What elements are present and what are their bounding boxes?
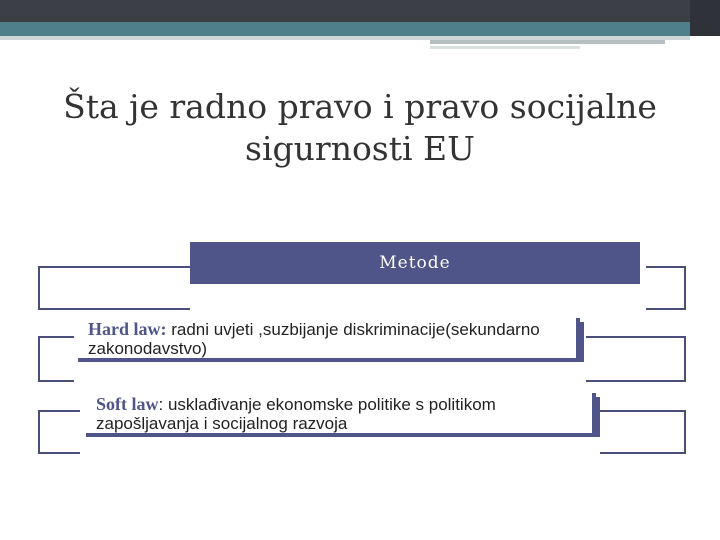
slide-title: Šta je radno pravo i pravo socijalne sigurnosti EU xyxy=(63,87,657,168)
methods-header xyxy=(190,242,640,284)
top-band-accent-thin xyxy=(430,46,580,49)
method-description: radni uvjeti ,suzbijanje diskriminacije(sekundarno zakonodavstvo) xyxy=(88,320,540,358)
methods-header-label: Metode xyxy=(379,253,451,273)
left-bracket-3 xyxy=(38,410,80,454)
method-description: : usklađivanje ekonomske politike s politikom zapošljavanja i socijalnog razvoja xyxy=(96,395,496,433)
top-band-accent xyxy=(430,40,665,44)
method-term: Hard law: xyxy=(88,319,167,339)
method-hard-law xyxy=(74,318,580,358)
method-soft-law xyxy=(82,393,596,433)
right-bracket-1 xyxy=(646,266,686,310)
right-bracket-2 xyxy=(586,336,686,382)
top-band-dark xyxy=(0,0,690,22)
top-band-teal xyxy=(0,22,690,36)
left-bracket-2 xyxy=(38,336,74,382)
left-bracket-1 xyxy=(38,266,190,310)
right-bracket-3 xyxy=(600,410,686,454)
top-band-corner xyxy=(690,0,720,36)
method-term: Soft law xyxy=(96,394,159,414)
